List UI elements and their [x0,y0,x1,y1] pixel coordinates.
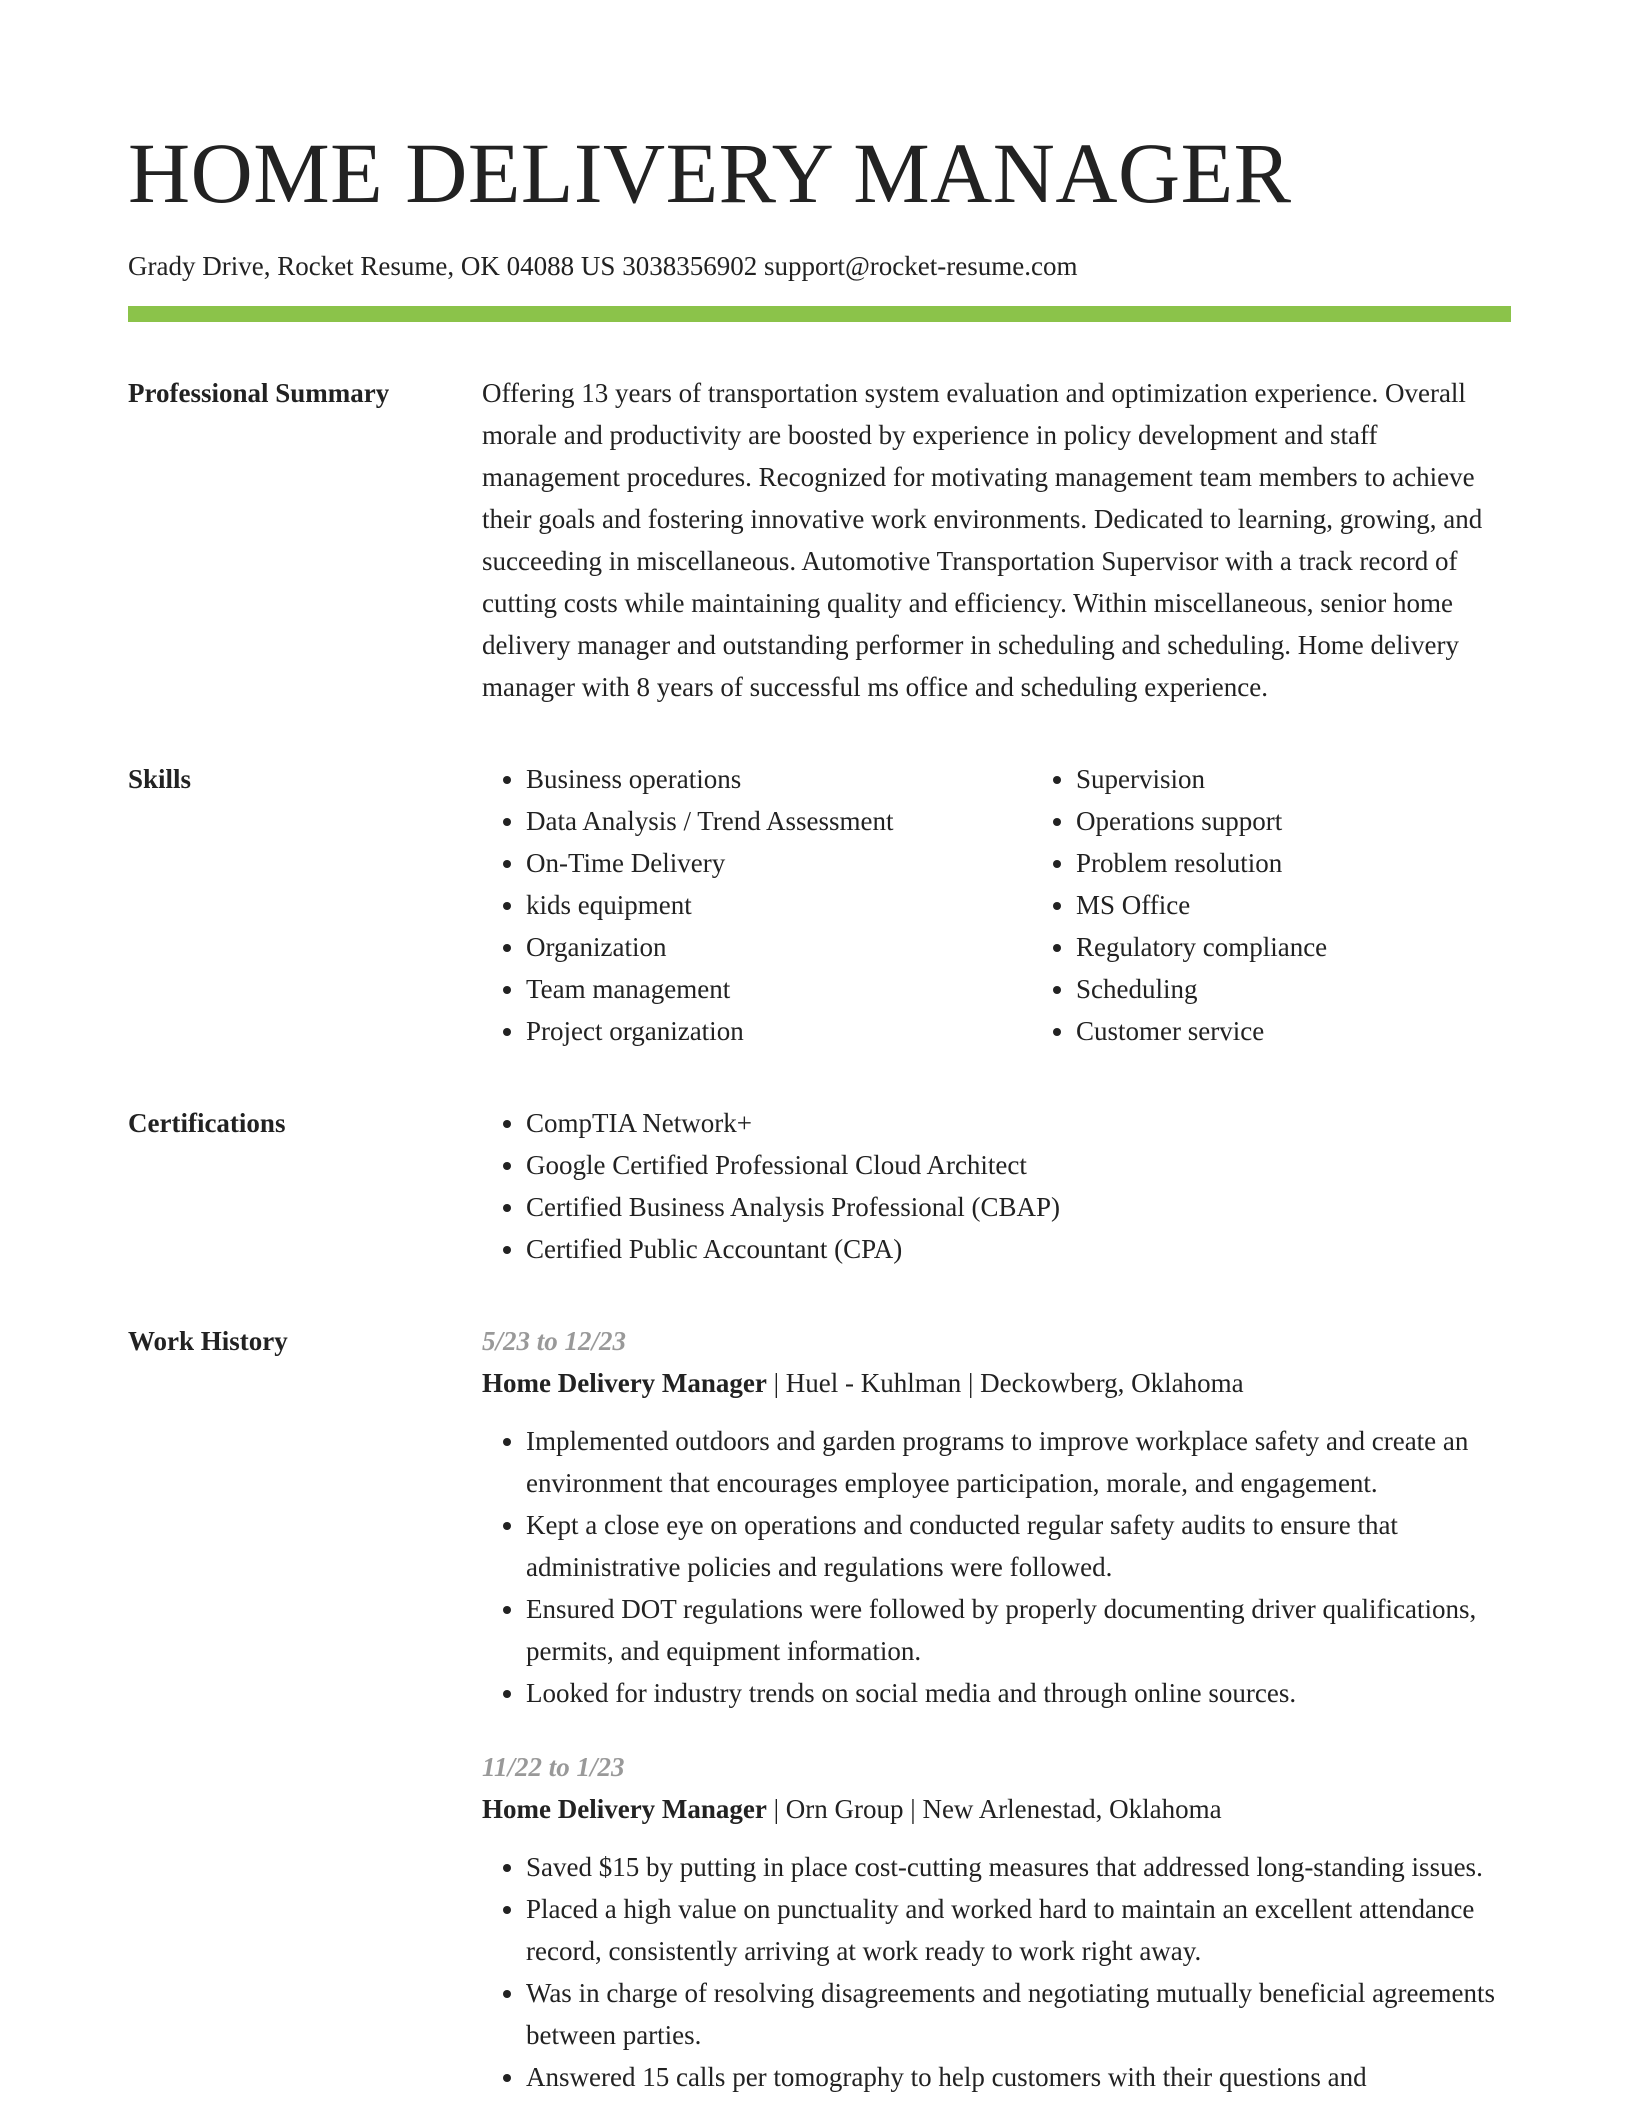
certifications-section [128,1102,1511,1270]
summary-body [482,372,1511,708]
job-header [482,1362,1511,1404]
job-bullet: • Looked for industry trends on social media and through online sources. [526,1672,1511,1714]
job-title: Home Delivery Manager [482,1368,767,1398]
work-history-section [128,1320,1511,2098]
section-title-skills: Skills [128,764,192,794]
job-bullets [482,1420,1511,1714]
header-divider [128,306,1511,322]
certification-item: • Certified Public Accountant (CPA) [526,1228,1511,1270]
contact-line [128,246,1511,286]
job-entry [482,1746,1511,2098]
resume-page [128,0,1511,2098]
job-bullet: • Saved $15 by putting in place cost-cutting measures that addressed long-standing issues. [526,1846,1511,1888]
job-bullet: • Placed a high value on punctuality and worked hard to maintain an excellent attendance record, consistently arriving at work ready to work right away. [526,1888,1511,1972]
job-header [482,1788,1511,1830]
skills-list-right [1032,758,1582,1052]
job-bullet: • Ensured DOT regulations were followed by properly documenting driver qualifications, permits, and equipment information. [526,1588,1511,1672]
job-bullet: • Kept a close eye on operations and conducted regular safety audits to ensure that administrative policies and regulations were followed. [526,1504,1511,1588]
job-dates: 5/23 to 12/23 [482,1326,627,1356]
skill-item: • Team management [526,968,1032,1010]
job-entry [482,1320,1511,1714]
job-title: Home Delivery Manager [482,1794,767,1824]
contact-address: Grady Drive, Rocket Resume, OK 04088 US [128,251,616,281]
skill-item: • Scheduling [1076,968,1582,1010]
section-title-summary: Professional Summary [128,378,390,408]
certification-item: • Certified Business Analysis Professional (CBAP) [526,1186,1511,1228]
work-history-body [482,1320,1511,2098]
skills-section [128,758,1511,1052]
job-bullet: • Implemented outdoors and garden programs to improve workplace safety and create an environment that encourages employee participation, morale, and engagement. [526,1420,1511,1504]
skill-item: • Customer service [1076,1010,1582,1052]
section-title-certifications: Certifications [128,1108,286,1138]
certifications-body [482,1102,1511,1270]
summary-section [128,372,1511,708]
skill-item: • Regulatory compliance [1076,926,1582,968]
job-dates: 11/22 to 1/23 [482,1752,625,1782]
job-bullets [482,1846,1511,2098]
skills-list-left [482,758,1032,1052]
skill-item: • Business operations [526,758,1032,800]
contact-email: support@rocket-resume.com [763,251,1078,281]
skill-item: • MS Office [1076,884,1582,926]
job-details: | Orn Group | New Arlenestad, Oklahoma [766,1794,1222,1824]
certification-item: • Google Certified Professional Cloud Architect [526,1144,1511,1186]
skill-item: • kids equipment [526,884,1032,926]
skill-item: • Problem resolution [1076,842,1582,884]
certification-item: • CompTIA Network+ [526,1102,1511,1144]
skill-item: • Supervision [1076,758,1582,800]
section-title-work-history: Work History [128,1326,288,1356]
job-details: | Huel - Kuhlman | Deckowberg, Oklahoma [766,1368,1244,1398]
skill-item: • On-Time Delivery [526,842,1032,884]
summary-text: Offering 13 years of transportation system evaluation and optimization experience. Overall morale and productivity are boosted by experience in policy development and staff management procedures. Recognized for motivating management team members to achieve their goals and fostering innovative work environments. Dedicated to learning, growing, and succeeding in miscellaneous. Automotive Transportation Supervisor with a track record of cutting costs while maintaining quality and efficiency. Within miscellaneous, senior home delivery manager and outstanding performer in scheduling and scheduling. Home delivery manager with 8 years of successful ms office and scheduling experience. [482,378,1483,702]
job-bullet: • Was in charge of resolving disagreements and negotiating mutually beneficial agreements between parties. [526,1972,1511,2056]
skill-item: • Organization [526,926,1032,968]
skills-body [482,758,1582,1052]
skill-item: • Project organization [526,1010,1032,1052]
resume-name: HOME DELIVERY MANAGER [128,125,1292,221]
job-bullet: • Answered 15 calls per tomography to help customers with their questions and [526,2056,1511,2098]
skill-item: • Data Analysis / Trend Assessment [526,800,1032,842]
contact-phone: 3038356902 [622,251,758,281]
skill-item: • Operations support [1076,800,1582,842]
certifications-list [482,1102,1511,1270]
